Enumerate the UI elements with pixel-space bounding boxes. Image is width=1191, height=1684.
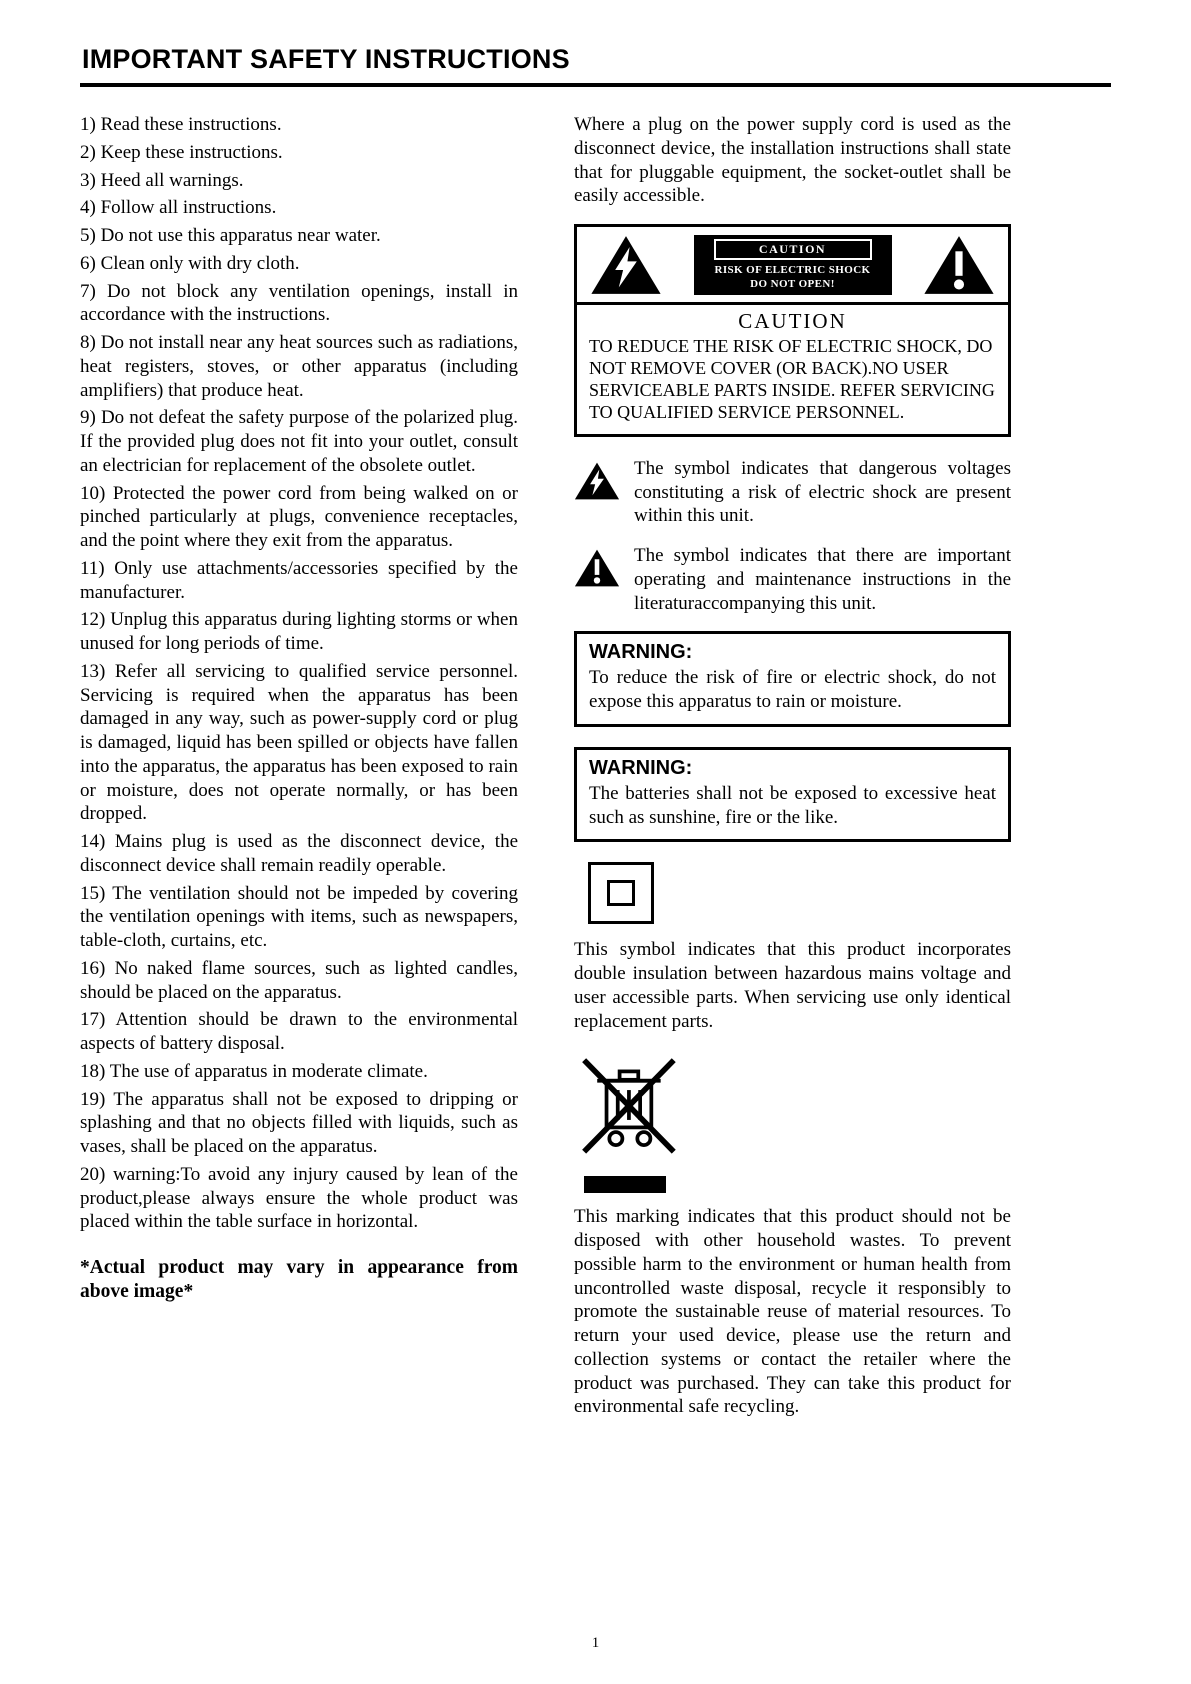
warning-text: To reduce the risk of fire or electric shock, do not expose this apparatus to rain or moisture.: [589, 667, 996, 713]
page-number: 1: [591, 1635, 600, 1651]
weee-disposal-text: This marking indicates that this product should not be disposed with other household wastes. To prevent possible harm to the environment or human health from uncontrolled waste disposal, recycle it responsibly to promote the sustainable reuse of material resources. To return your used device, please use the return and collection systems or contact the retailer where the product was purchased. They can take this product for environmental safe recycling.: [574, 1206, 1011, 1418]
instruction-item-19: 19) The apparatus shall not be exposed to dripping or splashing and that no objects filled with liquids, such as vases, shall be placed on the apparatus.: [80, 1088, 518, 1157]
plug-disconnect-paragraph: Where a plug on the power supply cord is used as the disconnect device, the installation instructions shall state that for pluggable equipment, the socket-outlet shall be easily accessible.: [574, 114, 1011, 207]
instruction-item-1: 1) Read these instructions.: [80, 114, 282, 135]
two-column-layout: [80, 113, 1111, 1419]
exclamation-symbol-text: The symbol indicates that there are important operating and maintenance instructions in the literaturaccompanying this unit.: [634, 545, 1011, 614]
double-insulation-inner-square: [607, 880, 635, 906]
instruction-item-7: 7) Do not block any ventilation openings, install in accordance with the instructions.: [80, 280, 518, 326]
instruction-item-20: 20) warning:To avoid any injury caused by lean of the product,please always ensure the whole product was placed within the table surface in horizontal.: [80, 1163, 518, 1233]
instruction-item-16: 16) No naked flame sources, such as lighted candles, should be placed on the apparatus.: [80, 957, 518, 1003]
lightning-symbol-note: [574, 457, 1011, 528]
risk-line-2: DO NOT OPEN!: [750, 277, 835, 290]
exclamation-triangle-small-icon: [574, 548, 620, 593]
risk-line-1: RISK OF ELECTRIC SHOCK: [714, 263, 871, 276]
instruction-item-13: 13) Refer all servicing to qualified service personnel. Servicing is required when the apparatus has been damaged in any way, such as power-supply cord or plug is damaged, liquid has been spilled or objects have fallen into the apparatus, the apparatus has been exposed to rain or moisture, does not operate normally, or has been dropped.: [80, 660, 518, 825]
exclamation-triangle-icon: [922, 234, 996, 296]
left-column: [80, 113, 518, 1419]
instruction-item-14: 14) Mains plug is used as the disconnect device, the disconnect device shall remain readily operable.: [80, 831, 518, 876]
instruction-item-9: 9) Do not defeat the safety purpose of the polarized plug. If the provided plug does not fit into your outlet, consult an electrician for replacement of the obsolete outlet.: [80, 407, 518, 476]
caution-box: [574, 224, 1011, 437]
warning-box-batteries: [574, 747, 1011, 843]
double-insulation-text: This symbol indicates that this product incorporates double insulation between hazardous mains voltage and user accessible parts. When servicing use only identical replacement parts.: [574, 939, 1011, 1032]
instruction-item-17: 17) Attention should be drawn to the environmental aspects of battery disposal.: [80, 1009, 518, 1054]
right-column: [574, 113, 1011, 1419]
caution-text: TO REDUCE THE RISK OF ELECTRIC SHOCK, DO NOT REMOVE COVER (OR BACK).NO USER SERVICEABLE PARTS INSIDE. REFER SERVICING TO QUALIFIED SERVICE PERSONNEL.: [589, 336, 995, 422]
title-divider: [80, 83, 1111, 87]
exclamation-symbol-note: [574, 544, 1011, 615]
instruction-item-12: 12) Unplug this apparatus during lighting storms or when unused for long periods of time.: [80, 609, 518, 654]
warning-text: The batteries shall not be exposed to excessive heat such as sunshine, fire or the like.: [589, 782, 996, 828]
weee-crossed-bin-icon: [576, 1049, 1011, 1166]
warning-label: WARNING:: [589, 641, 693, 664]
lightning-triangle-small-icon: [574, 461, 620, 506]
instruction-item-11: 11) Only use attachments/accessories specified by the manufacturer.: [80, 557, 518, 603]
instruction-item-6: 6) Clean only with dry cloth.: [80, 252, 300, 274]
instruction-item-8: 8) Do not install near any heat sources such as radiations, heat registers, stoves, or other apparatus (including amplifiers) that produce heat.: [80, 332, 518, 401]
instruction-item-5: 5) Do not use this apparatus near water.: [80, 225, 381, 246]
caution-text-section: [577, 302, 1008, 434]
instruction-item-3: 3) Heed all warnings.: [80, 169, 244, 191]
caution-symbols-row: [577, 227, 1008, 302]
black-bar: [584, 1176, 666, 1193]
caution-title: CAUTION: [738, 309, 847, 333]
warning-label: WARNING:: [589, 756, 693, 779]
lightning-triangle-icon: [589, 234, 663, 296]
lightning-symbol-text: The symbol indicates that dangerous voltages constituting a risk of electric shock are present within this unit.: [634, 457, 1011, 527]
risk-of-shock-panel: [694, 235, 892, 296]
page-title: IMPORTANT SAFETY INSTRUCTIONS: [82, 44, 570, 74]
product-appearance-note: *Actual product may vary in appearance from above image*: [80, 1257, 518, 1303]
caution-chip: CAUTION: [714, 239, 872, 260]
instruction-item-10: 10) Protected the power cord from being walked on or pinched particularly at plugs, convenience receptacles, and the point where they exit from the apparatus.: [80, 482, 518, 551]
double-insulation-icon: [588, 862, 654, 924]
instruction-item-18: 18) The use of apparatus in moderate climate.: [80, 1060, 428, 1082]
instruction-item-4: 4) Follow all instructions.: [80, 197, 277, 219]
warning-box-fire-shock: [574, 631, 1011, 727]
instruction-item-15: 15) The ventilation should not be impeded by covering the ventilation openings with items, such as newspapers, table-cloth, curtains, etc.: [80, 882, 518, 951]
instruction-item-2: 2) Keep these instructions.: [80, 141, 283, 163]
